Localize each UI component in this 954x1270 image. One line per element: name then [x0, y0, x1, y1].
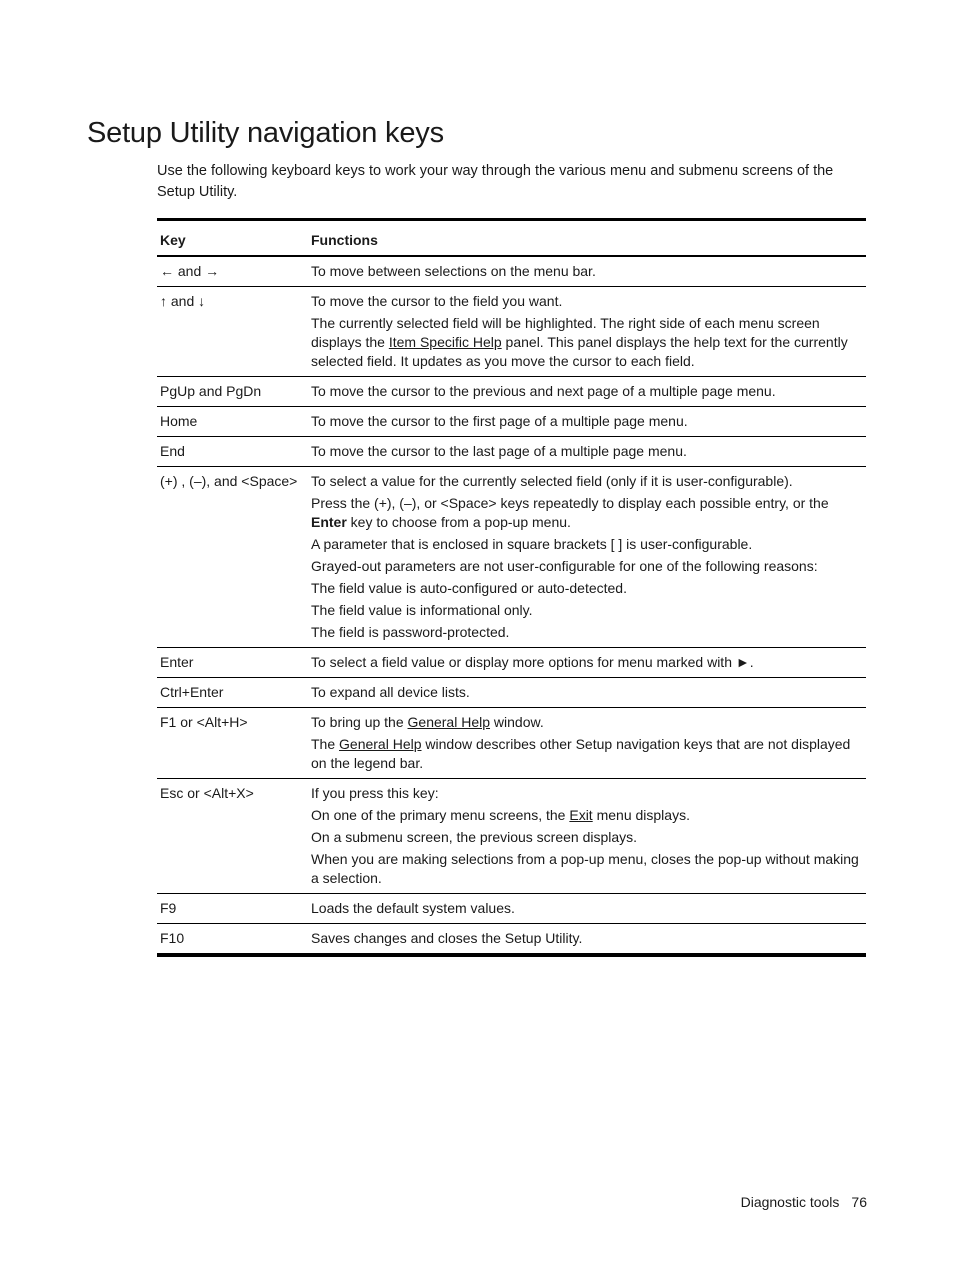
- function-text: The currently selected field will be highlighted. The right side of each menu screen displays the: [311, 315, 820, 350]
- enter-key-label: Enter: [311, 514, 347, 530]
- function-text: To move between selections on the menu bar.: [311, 263, 596, 279]
- function-text: panel. This panel displays the help text for the currently selected field. It updates as you move the cursor to each field.: [311, 334, 848, 369]
- function-text: The field value is informational only.: [311, 602, 533, 618]
- function-text: To select a value for the currently selected field (only if it is user-configurable).: [311, 473, 793, 489]
- table-row: [157, 678, 866, 708]
- table-row: [157, 377, 866, 407]
- function-text: The field value is auto-configured or auto-detected.: [311, 580, 627, 596]
- function-cell: [311, 713, 866, 773]
- table-row: [157, 407, 866, 437]
- function-text: [311, 713, 862, 732]
- function-text: When you are making selections from a pop-up menu, closes the pop-up without making a selection.: [311, 851, 859, 886]
- page-number: 76: [851, 1194, 867, 1210]
- function-text: [311, 494, 862, 532]
- key-cell: F1 or <Alt+H>: [160, 714, 248, 730]
- table-row: [157, 467, 866, 648]
- key-cell: ← and →: [160, 263, 220, 279]
- key-cell: Esc or <Alt+X>: [160, 785, 254, 801]
- function-cell: [311, 929, 866, 948]
- navigation-keys-table: [157, 218, 866, 957]
- key-cell: Enter: [160, 654, 194, 670]
- function-cell: [311, 412, 866, 431]
- page-title: Setup Utility navigation keys: [87, 117, 444, 149]
- function-text: To move the cursor to the first page of a multiple page menu.: [311, 413, 688, 429]
- header-functions: Functions: [311, 231, 378, 248]
- key-cell: F9: [160, 900, 177, 916]
- function-text: To expand all device lists.: [311, 684, 470, 700]
- function-text: Press the (+), (–), or <Space> keys repeatedly to display each possible entry, or the: [311, 495, 829, 511]
- function-text: To move the cursor to the last page of a multiple page menu.: [311, 443, 687, 459]
- function-text: key to choose from a pop-up menu.: [346, 514, 571, 530]
- function-text: [311, 735, 862, 773]
- function-cell: [311, 442, 866, 461]
- table-row: [157, 779, 866, 894]
- table-header: [157, 221, 866, 257]
- table-row: [157, 437, 866, 467]
- key-cell: (+) , (–), and <Space>: [160, 473, 298, 489]
- function-text: Grayed-out parameters are not user-configurable for one of the following reasons:: [311, 558, 818, 574]
- key-cell: ↑ and ↓: [160, 293, 206, 309]
- function-cell: [311, 382, 866, 401]
- function-text: To select a field value or display more options for menu marked with ►.: [311, 654, 754, 670]
- function-text: window.: [490, 714, 544, 730]
- function-text: To bring up the: [311, 714, 408, 730]
- function-cell: [311, 899, 866, 918]
- function-cell: [311, 292, 866, 371]
- general-help-link[interactable]: General Help: [339, 736, 422, 752]
- function-text: [311, 806, 862, 825]
- page-footer: [741, 1192, 867, 1212]
- function-cell: [311, 262, 866, 281]
- function-text: [311, 314, 862, 371]
- function-text: Loads the default system values.: [311, 900, 515, 916]
- table-row: [157, 257, 866, 287]
- function-text: Saves changes and closes the Setup Utility.: [311, 930, 583, 946]
- function-text: To move the cursor to the field you want.: [311, 293, 563, 309]
- table-row: [157, 287, 866, 377]
- function-text: To move the cursor to the previous and next page of a multiple page menu.: [311, 383, 776, 399]
- general-help-link[interactable]: General Help: [407, 714, 491, 730]
- function-text: On a submenu screen, the previous screen displays.: [311, 829, 638, 845]
- item-specific-help-link[interactable]: Item Specific Help: [388, 334, 502, 350]
- function-cell: [311, 472, 866, 642]
- function-cell: [311, 653, 866, 672]
- key-cell: Home: [160, 413, 198, 429]
- table-row: [157, 648, 866, 678]
- function-cell: [311, 784, 866, 888]
- exit-link[interactable]: Exit: [569, 807, 593, 823]
- header-key: Key: [160, 231, 186, 248]
- key-cell: F10: [160, 930, 185, 946]
- function-cell: [311, 683, 866, 702]
- function-text: window describes other Setup navigation keys that are not displayed on the legend bar.: [311, 736, 851, 771]
- footer-section: Diagnostic tools: [740, 1194, 840, 1210]
- key-cell: End: [160, 443, 185, 459]
- table-row: [157, 894, 866, 924]
- key-cell: Ctrl+Enter: [160, 684, 224, 700]
- table-row: [157, 708, 866, 779]
- function-text: The: [311, 736, 340, 752]
- function-text: A parameter that is enclosed in square brackets [ ] is user-configurable.: [311, 536, 753, 552]
- intro-paragraph: Use the following keyboard keys to work your way through the various menu and submenu screens of the Setup Utility.: [157, 163, 834, 200]
- function-text: The field is password-protected.: [311, 624, 510, 640]
- key-cell: PgUp and PgDn: [160, 383, 262, 399]
- table-row: [157, 924, 866, 953]
- function-text: On one of the primary menu screens, the: [311, 807, 570, 823]
- function-text: menu displays.: [592, 807, 690, 823]
- function-text: If you press this key:: [311, 785, 439, 801]
